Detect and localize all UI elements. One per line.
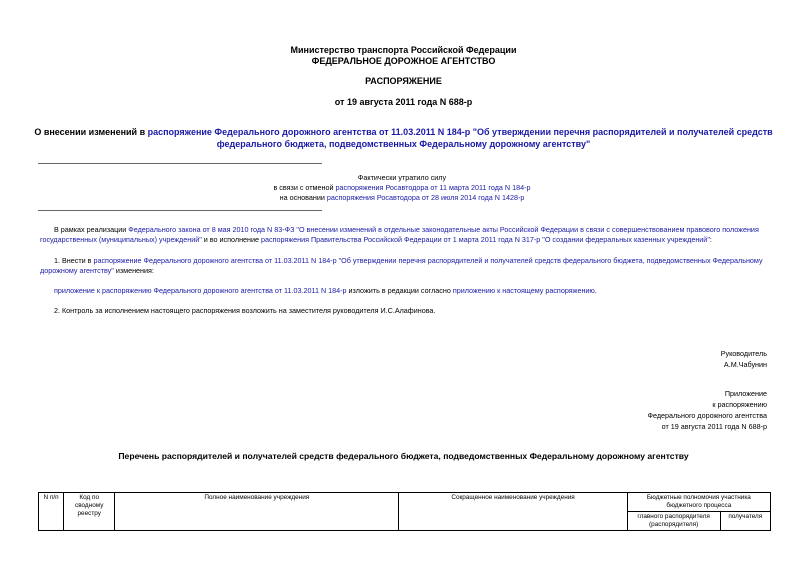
- col-header-code: Код по сводному реестру: [64, 493, 115, 531]
- intro-paragraph: [40, 225, 770, 245]
- status-link-2[interactable]: распоряжения Росавтодора от 28 июля 2014 года N 1428-р: [326, 193, 525, 202]
- intro-link-order[interactable]: распоряжения Правительства Российской Федерации от 1 марта 2011 года N 317-р "О создании федеральных казенных учреждений": [261, 235, 710, 244]
- title-link[interactable]: распоряжение Федерального дорожного агентства от 11.03.2011 N 184-р "Об утверждении перечня распорядителей и получателей средств федерального бюджета, подведомственных Федеральному дорожному агентству": [147, 127, 773, 149]
- item-1-text-1: 1. Внести в: [54, 256, 94, 265]
- status-line-1: Фактически утратило силу: [357, 173, 447, 182]
- document-title: [30, 126, 777, 150]
- status-line-2: [200, 183, 604, 193]
- intro-link-law[interactable]: Федерального закона от 8 мая 2010 года N 83-ФЗ "О внесении изменений в отдельные законодательные акты Российской Федерации в связи с совершенствованием правового положения государственных (муниципальных) учреждений": [40, 225, 759, 244]
- signature-block: [721, 348, 767, 370]
- item-1-text-2: изменения:: [113, 266, 154, 275]
- divider-bottom: [38, 210, 322, 211]
- appendix-line-1: Приложение: [724, 389, 767, 398]
- status-line-3-text: на основании: [279, 193, 327, 202]
- divider-top: [38, 163, 322, 164]
- list-title: Перечень распорядителей и получателей средств федерального бюджета, подведомственных Федеральному дорожному агентству: [118, 451, 689, 461]
- intro-text-1: В рамках реализации: [54, 225, 129, 234]
- item-1-change-link-1[interactable]: приложение к распоряжению Федерального дорожного агентства от 11.03.2011 N 184-р: [54, 286, 347, 295]
- ministry-name: Министерство транспорта Российской Федерации: [290, 45, 517, 55]
- document-date: от 19 августа 2011 года N 688-р: [334, 97, 473, 107]
- col-header-main-distributor: главного распорядителя (распорядителя): [627, 512, 720, 531]
- recipients-table: [38, 492, 771, 531]
- intro-text-2: и во исполнение: [201, 235, 262, 244]
- status-line-2-text: в связи с отменой: [273, 183, 336, 192]
- appendix-block: [648, 388, 767, 432]
- agency-name: ФЕДЕРАЛЬНОЕ ДОРОЖНОЕ АГЕНТСТВО: [311, 56, 496, 66]
- col-header-recipient: получателя: [720, 512, 770, 531]
- item-1-paragraph: [40, 256, 770, 276]
- item-2-paragraph: 2. Контроль за исполнением настоящего распоряжения возложить на заместителя руководителя И.С.Алафинова.: [54, 306, 436, 315]
- status-link-1[interactable]: распоряжения Росавтодора от 11 марта 2011 года N 184-р: [335, 183, 531, 192]
- col-header-num: N п/п: [39, 493, 64, 531]
- title-prefix: О внесении изменений в: [34, 127, 148, 137]
- appendix-line-3: Федерального дорожного агентства: [647, 411, 767, 420]
- col-header-short-name: Сокращенное наименование учреждения: [399, 493, 627, 531]
- item-1-change-text-1: изложить в редакции согласно: [346, 286, 453, 295]
- item-1-change-paragraph: [40, 286, 770, 296]
- appendix-line-4: от 19 августа 2011 года N 688-р: [661, 422, 767, 431]
- signature-name: А.М.Чабунин: [723, 360, 767, 369]
- appendix-line-2: к распоряжению: [712, 400, 767, 409]
- col-header-budget-powers: Бюджетные полномочия участника бюджетного процесса: [627, 493, 770, 512]
- item-1-change-link-2[interactable]: приложению к настоящему распоряжению: [452, 286, 595, 295]
- table-header-row-1: [39, 493, 771, 512]
- signature-role: Руководитель: [720, 349, 767, 358]
- item-1-link[interactable]: распоряжение Федерального дорожного агентства от 11.03.2011 N 184-р "Об утверждении перечня распорядителей и получателей средств федерального бюджета, подведомственных Федеральному дорожному агентству": [40, 256, 763, 275]
- col-header-full-name: Полное наименование учреждения: [115, 493, 399, 531]
- status-block: [200, 173, 604, 203]
- document-type: РАСПОРЯЖЕНИЕ: [365, 76, 442, 86]
- item-1-change-text-2: .: [594, 286, 597, 295]
- status-line-3: [200, 193, 604, 203]
- intro-text-3: :: [709, 235, 712, 244]
